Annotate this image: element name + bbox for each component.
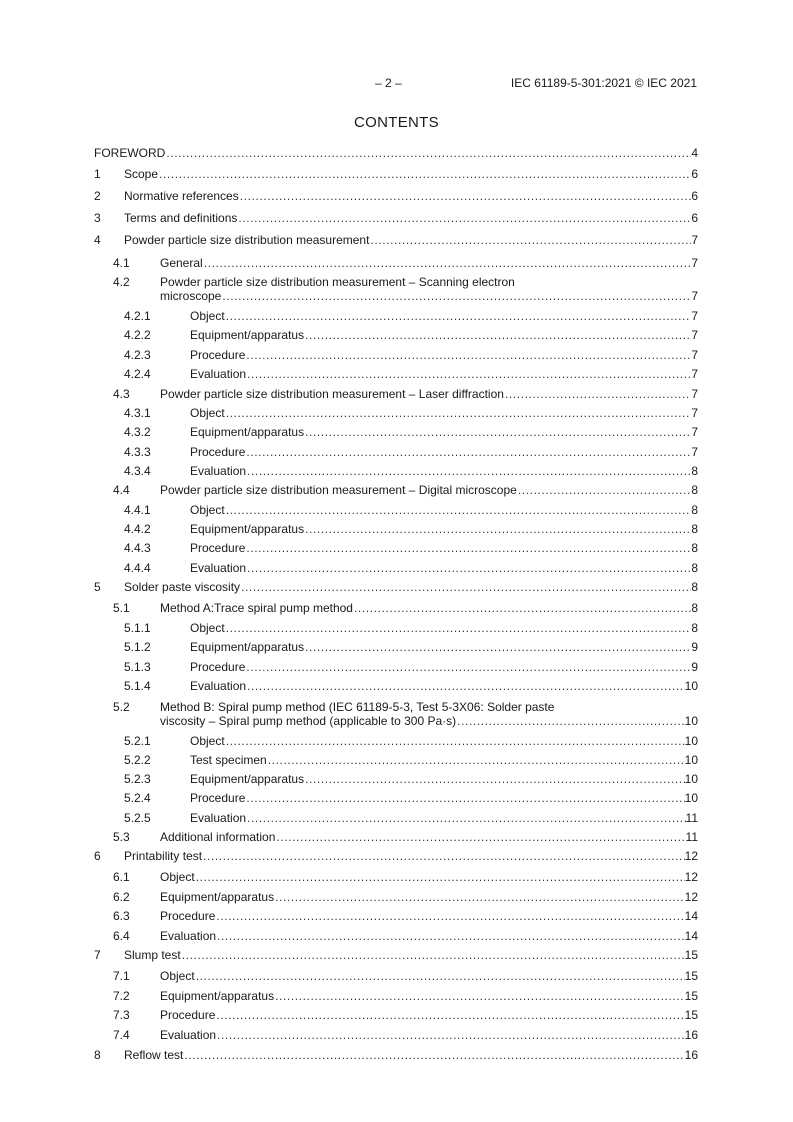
toc-entry-page: 11 [685, 811, 698, 825]
leader-dots [246, 541, 691, 555]
toc-entry-title: Object [190, 309, 225, 323]
toc-entry-page: 7 [691, 406, 698, 420]
leader-dots [457, 714, 684, 728]
toc-entry-title: Evaluation [190, 679, 247, 693]
leader-dots [268, 753, 685, 767]
leader-dots [247, 561, 691, 575]
toc-entry-title: Test specimen [190, 753, 267, 767]
toc-entry-number: 4.2.1 [124, 309, 151, 323]
toc-entry-page: 9 [691, 640, 698, 654]
leader-dots [305, 328, 691, 342]
leader-dots [226, 734, 685, 748]
leader-dots [217, 1028, 685, 1042]
toc-entry-page: 16 [684, 1028, 698, 1042]
leader-dots [222, 289, 691, 303]
toc-entry-title: Evaluation [190, 561, 247, 575]
toc-entry-page: 14 [684, 929, 698, 943]
leader-dots [226, 503, 692, 517]
toc-entry-page: 7 [691, 233, 698, 247]
leader-dots [305, 772, 685, 786]
toc-entry-number: 6.3 [113, 909, 130, 923]
toc-entry-title: Procedure [190, 445, 246, 459]
toc-entry-number: 7.1 [113, 969, 130, 983]
toc-entry-page: 6 [691, 167, 698, 181]
leader-dots [370, 233, 691, 247]
toc-entry-number: 5 [94, 580, 101, 594]
toc-entry-title: Evaluation [190, 367, 247, 381]
toc-entry-title: viscosity – Spiral pump method (applicable to 300 Pa·s) [160, 714, 457, 728]
toc-entry-number: 5.1.3 [124, 660, 151, 674]
toc-entry-title: Object [190, 406, 225, 420]
toc-entry-title: Method A:Trace spiral pump method [160, 601, 353, 615]
toc-entry-number: 5.1.2 [124, 640, 151, 654]
toc-entry-title: Procedure [190, 541, 246, 555]
toc-entry-title: Equipment/apparatus [160, 890, 275, 904]
document-reference: IEC 61189-5-301:2021 © IEC 2021 [510, 76, 697, 90]
toc-entry-title: General [160, 256, 203, 270]
toc-entry-page: 8 [691, 464, 698, 478]
leader-dots [241, 580, 691, 594]
toc-entry-page: 15 [684, 948, 698, 962]
toc-entry-title: Evaluation [190, 464, 247, 478]
toc-entry-page: 9 [691, 660, 698, 674]
toc-entry-number: 5.3 [113, 830, 130, 844]
toc-entry-number: 4.3.4 [124, 464, 151, 478]
toc-entry-title: Object [190, 503, 225, 517]
toc-entry-page: 8 [691, 522, 698, 536]
toc-entry-page: 8 [691, 483, 698, 497]
toc-entry-title: Procedure [190, 348, 246, 362]
toc-entry-page: 7 [691, 367, 698, 381]
leader-dots [246, 445, 691, 459]
toc-entry-title: Evaluation [160, 929, 217, 943]
toc-entry-title: Procedure [190, 791, 246, 805]
leader-dots [275, 989, 685, 1003]
toc-entry-number: 4.4 [113, 483, 130, 497]
toc-entry-title: Equipment/apparatus [190, 328, 305, 342]
toc-entry-number: 6.4 [113, 929, 130, 943]
toc-entry-number: 4 [94, 233, 101, 247]
toc-entry-title: Equipment/apparatus [160, 989, 275, 1003]
leader-dots [217, 929, 685, 943]
toc-entry-title: Object [160, 969, 195, 983]
leader-dots [305, 640, 691, 654]
leader-dots [204, 256, 692, 270]
toc-entry-page: 6 [691, 211, 698, 225]
toc-entry-title: Printability test [124, 849, 203, 863]
toc-entry-page: 6 [691, 189, 698, 203]
toc-entry-number: 3 [94, 211, 101, 225]
toc-entry-title: Reflow test [124, 1048, 184, 1062]
leader-dots [276, 830, 685, 844]
toc-entry-number: 7.3 [113, 1008, 130, 1022]
toc-entry-number: 5.1.1 [124, 621, 151, 635]
toc-entry-number: 4.3 [113, 387, 130, 401]
toc-entry-number: 5.1 [113, 601, 130, 615]
page-number: – 2 – [375, 76, 402, 90]
toc-entry-number: 5.2 [113, 700, 130, 714]
toc-entry-page: 12 [684, 890, 698, 904]
toc-entry-number: 1 [94, 167, 101, 181]
toc-entry-title: Powder particle size distribution measurement – Laser diffraction [160, 387, 504, 401]
toc-entry-page: 7 [691, 289, 698, 303]
leader-dots [226, 621, 692, 635]
leader-dots [182, 948, 685, 962]
leader-dots [247, 464, 691, 478]
toc-entry-title: Equipment/apparatus [190, 425, 305, 439]
toc-entry-page: 10 [684, 679, 698, 693]
toc-entry-page: 16 [684, 1048, 698, 1062]
toc-entry-page: 10 [684, 753, 698, 767]
leader-dots [226, 406, 692, 420]
toc-entry-number: 4.2.2 [124, 328, 151, 342]
toc-entry-number: 4.3.1 [124, 406, 151, 420]
toc-entry-title: Procedure [190, 660, 246, 674]
toc-entry-page: 12 [684, 849, 698, 863]
leader-dots [226, 309, 692, 323]
toc-entry-title: Equipment/apparatus [190, 772, 305, 786]
contents-title: CONTENTS [354, 114, 439, 131]
toc-entry-title: Equipment/apparatus [190, 640, 305, 654]
toc-entry-page: 14 [684, 909, 698, 923]
leader-dots [216, 909, 684, 923]
toc-entry-number: 4.2.3 [124, 348, 151, 362]
toc-entry-title: Normative references [124, 189, 239, 203]
toc-entry-number: 8 [94, 1048, 101, 1062]
leader-dots [505, 387, 691, 401]
leader-dots [518, 483, 691, 497]
toc-entry-page: 8 [691, 503, 698, 517]
leader-dots [166, 146, 691, 160]
toc-entry-title: Solder paste viscosity [124, 580, 241, 594]
leader-dots [184, 1048, 684, 1062]
toc-entry-title: Object [190, 734, 225, 748]
toc-entry-number: 6 [94, 849, 101, 863]
toc-entry-number: 4.1 [113, 256, 130, 270]
leader-dots [275, 890, 685, 904]
toc-entry-title: Equipment/apparatus [190, 522, 305, 536]
toc-entry-page: 8 [691, 621, 698, 635]
toc-entry-title: Scope [124, 167, 159, 181]
toc-entry-title: Terms and definitions [124, 211, 238, 225]
leader-dots [196, 969, 685, 983]
toc-entry-title: Object [190, 621, 225, 635]
toc-entry-page: 15 [684, 989, 698, 1003]
toc-entry-page: 7 [691, 348, 698, 362]
toc-entry-number: 5.1.4 [124, 679, 151, 693]
toc-entry-page: 15 [684, 1008, 698, 1022]
toc-entry-number: 5.2.1 [124, 734, 151, 748]
toc-entry-page: 7 [691, 445, 698, 459]
leader-dots [305, 425, 691, 439]
toc-entry-title: Procedure [160, 1008, 216, 1022]
toc-entry-page: 10 [684, 714, 698, 728]
toc-entry-page: 10 [684, 734, 698, 748]
toc-entry-page: 7 [691, 309, 698, 323]
toc-entry-page: 7 [691, 425, 698, 439]
toc-entry-number: 2 [94, 189, 101, 203]
toc-entry-title: Powder particle size distribution measurement [124, 233, 370, 247]
leader-dots [238, 211, 691, 225]
toc-entry-title: FOREWORD [94, 146, 166, 160]
toc-entry-title: Evaluation [160, 1028, 217, 1042]
toc-entry-number: 6.2 [113, 890, 130, 904]
toc-entry-number: 7.2 [113, 989, 130, 1003]
toc-entry-title: Additional information [160, 830, 276, 844]
toc-entry-number: 4.4.1 [124, 503, 151, 517]
toc-entry-number: 5.2.4 [124, 791, 151, 805]
toc-entry-page: 7 [691, 328, 698, 342]
toc-entry-page: 4 [691, 146, 698, 160]
leader-dots [247, 811, 685, 825]
leader-dots [240, 189, 692, 203]
toc-entry-number: 5.2.3 [124, 772, 151, 786]
toc-entry-page: 8 [691, 580, 698, 594]
leader-dots [246, 791, 684, 805]
toc-entry-page: 7 [691, 387, 698, 401]
toc-entry-page: 12 [684, 870, 698, 884]
toc-entry-title: Procedure [160, 909, 216, 923]
toc-entry-number: 4.2.4 [124, 367, 151, 381]
toc-entry-number: 6.1 [113, 870, 130, 884]
toc-entry-number: 4.2 [113, 275, 130, 289]
toc-entry-title-line1: Method B: Spiral pump method (IEC 61189-5-3, Test 5-3X06: Solder paste [160, 700, 555, 714]
leader-dots [246, 660, 691, 674]
toc-entry-number: 5.2.2 [124, 753, 151, 767]
leader-dots [216, 1008, 684, 1022]
leader-dots [305, 522, 691, 536]
toc-entry-number: 7 [94, 948, 101, 962]
leader-dots [159, 167, 691, 181]
toc-entry-number: 4.4.4 [124, 561, 151, 575]
toc-entry-title-line1: Powder particle size distribution measurement – Scanning electron [160, 275, 515, 289]
toc-entry-title: Powder particle size distribution measurement – Digital microscope [160, 483, 517, 497]
toc-entry-number: 4.4.2 [124, 522, 151, 536]
toc-entry-number: 7.4 [113, 1028, 130, 1042]
toc-entry-page: 8 [691, 601, 698, 615]
toc-entry-page: 10 [684, 772, 698, 786]
leader-dots [354, 601, 691, 615]
toc-entry-title: Slump test [124, 948, 181, 962]
toc-entry-page: 7 [691, 256, 698, 270]
page-header [0, 76, 793, 92]
toc-entry-title: Object [160, 870, 195, 884]
toc-entry-title: microscope [160, 289, 222, 303]
leader-dots [247, 367, 691, 381]
toc-entry-page: 11 [685, 830, 698, 844]
toc-entry-page: 10 [684, 791, 698, 805]
toc-entry-page: 8 [691, 541, 698, 555]
leader-dots [247, 679, 685, 693]
toc-entry-page: 15 [684, 969, 698, 983]
toc-entry-number: 4.4.3 [124, 541, 151, 555]
toc-entry-number: 5.2.5 [124, 811, 151, 825]
toc-entry-title: Evaluation [190, 811, 247, 825]
toc-entry-page: 8 [691, 561, 698, 575]
leader-dots [196, 870, 685, 884]
leader-dots [203, 849, 685, 863]
leader-dots [246, 348, 691, 362]
toc-entry-number: 4.3.3 [124, 445, 151, 459]
toc-entry-number: 4.3.2 [124, 425, 151, 439]
